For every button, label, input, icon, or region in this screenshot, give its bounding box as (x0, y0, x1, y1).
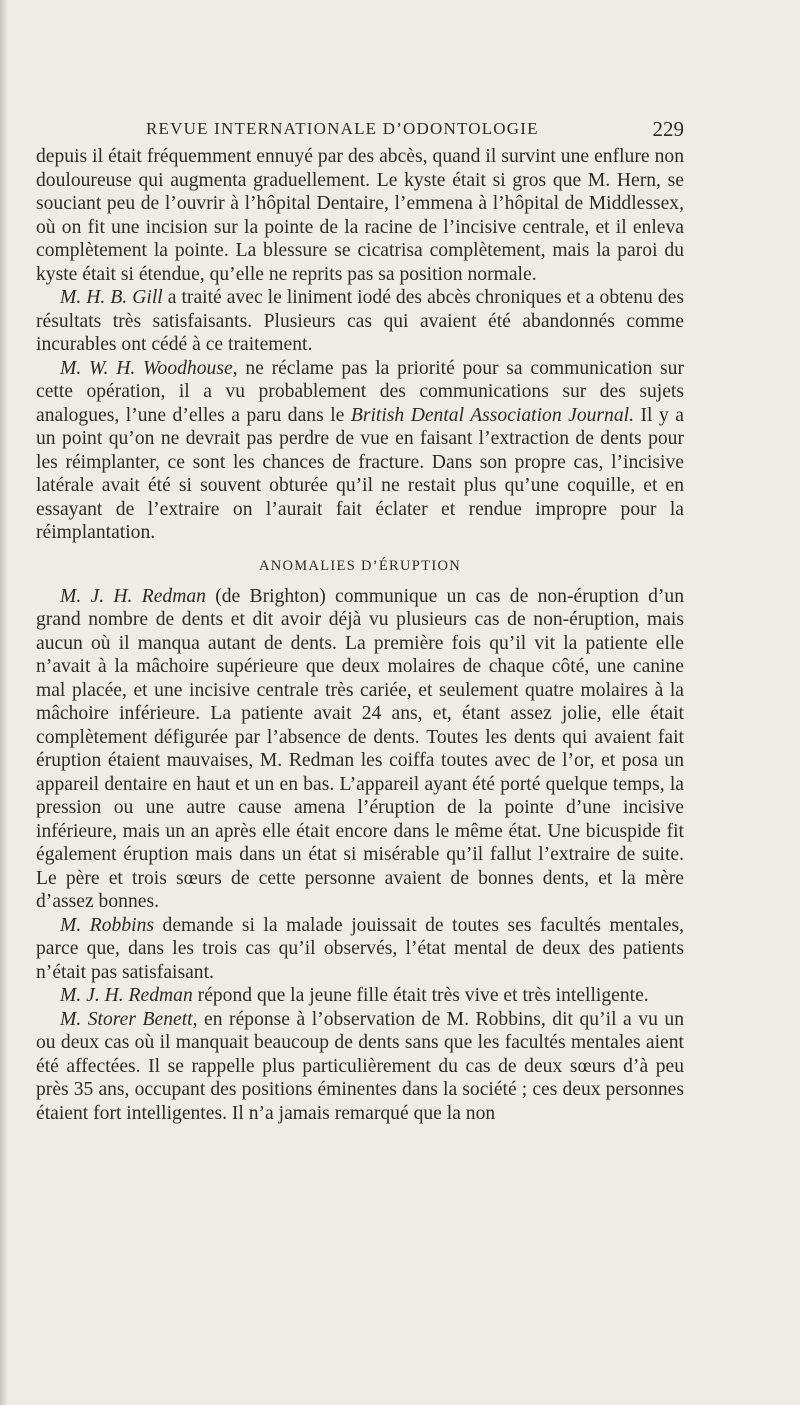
paragraph-gill (36, 286, 684, 357)
speaker-name: M. J. H. Redman (60, 585, 206, 607)
running-header (36, 117, 684, 141)
paragraph-redman-reply (36, 984, 684, 1008)
paragraph-text: a traité avec le liniment iodé des abcès chroniques et a obtenu des résultats très satisfaisants. Plusieurs cas qui avaient été abandonnés comme incurables ont cédé à ce traitement. (36, 287, 684, 355)
paragraph-text: , ne réclame pas la priorité pour sa communication sur cette opération, il a vu probablement des communications sur des sujets analogues, l’une d’elles a paru dans le (36, 357, 684, 426)
page-edge-shadow (0, 0, 8, 1405)
paragraph-text: répond que la jeune fille était très vive et très intelligente. (192, 985, 649, 1006)
paragraph-text: Il y a un point qu’on ne devrait pas perdre de vue en faisant l’extraction de dents pour les réimplanter, ce sont les chances de fracture. Dans son propre cas, l’incisive latérale avait été si souvent obturée qu’il ne restait plus qu’une coquille, et en essayant de l’extraire on l’aurait fait éclater et rendue impropre pour la réimplantation. (36, 404, 684, 543)
speaker-name: M. W. H. Woodhouse (60, 357, 233, 379)
paragraph-robbins (36, 914, 684, 985)
paragraph-text: depuis il était fréquemment ennuyé par des abcès, quand il survint une enflure non douloureuse qui augmenta graduellement. Le kyste était si gros que M. Hern, se souciant peu de l’ouvrir à l’hôpital Dentaire, l’emmena à l’hôpital de Middlessex, où on fit une incision sur la pointe de la racine de l’incisive centrale, et il enleva complètement la pointe. La blessure se cicatrisa complètement, mais la paroi du kyste était si étendue, qu’elle ne reprits pas sa position normale. (36, 146, 684, 285)
speaker-name: M. H. B. Gill (60, 287, 163, 308)
paragraph-woodhouse (36, 357, 684, 545)
paragraph-text: (de Brighton) communique un cas de non-éruption d’un grand nombre de dents et dit avoir déjà vu plusieurs cas de non-éruption, mais aucun où il manqua autant de dents. La première fois qu’il vit la patiente elle n’avait à la mâchoire supérieure que deux molaires de chaque côté, une canine mal placée, et une incisive centrale très cariée, et seulement quatre molaires à la mâchoire inférieure. La patiente avait 24 ans, et, étant assez jolie, elle était complètement défigurée par l’absence de dents. Toutes les dents qui avaient fait éruption étaient mauvaises, M. Redman les coiffa toutes avec de l’or, et posa un appareil dentaire en haut et un en bas. L’appareil ayant été porté quelque temps, la pression ou une autre cause amena l’éruption de la pointe d’une incisive inférieure, mais un an après elle était encore dans le même état. Une bicuspide fit également éruption mais dans un état si misérable qu’il fallut l’extraire de suite. Le père et trois sœurs de cette personne avaient de bonnes dents, et la mère d’assez bonnes. (36, 585, 684, 912)
running-title: REVUE INTERNATIONALE D’ODONTOLOGIE (146, 119, 539, 138)
speaker-name: M. Robbins (60, 914, 154, 936)
paragraph-text: demande si la malade jouissait de toutes ses facultés mentales, parce que, dans les trois cas qu’il observés, l’état mental de deux des patients n’était pas satisfaisant. (36, 914, 684, 983)
paragraph-redman (36, 585, 684, 914)
paragraph-text: , en réponse à l’observation de M. Robbins, dit qu’il a vu un ou deux cas où il manquait beaucoup de dents sans que les facultés mentales aient été affectées. Il se rappelle plus particulièrement du cas de deux sœurs d’à peu près 35 ans, occupant des positions éminentes dans la société ; ces deux personnes étaient fort intelligentes. Il n’a jamais remarqué que la non (36, 1008, 684, 1124)
section-heading: ANOMALIES D’ÉRUPTION (258, 557, 461, 574)
journal-title: British Dental Association Journal. (350, 404, 634, 426)
speaker-name: M. Storer Benett (60, 1008, 193, 1030)
page-number: 229 (652, 117, 684, 141)
speaker-name: M. J. H. Redman (60, 985, 193, 1006)
paragraph-continuation (36, 145, 684, 286)
body-text (36, 145, 684, 1125)
paragraph-benett (36, 1008, 684, 1126)
